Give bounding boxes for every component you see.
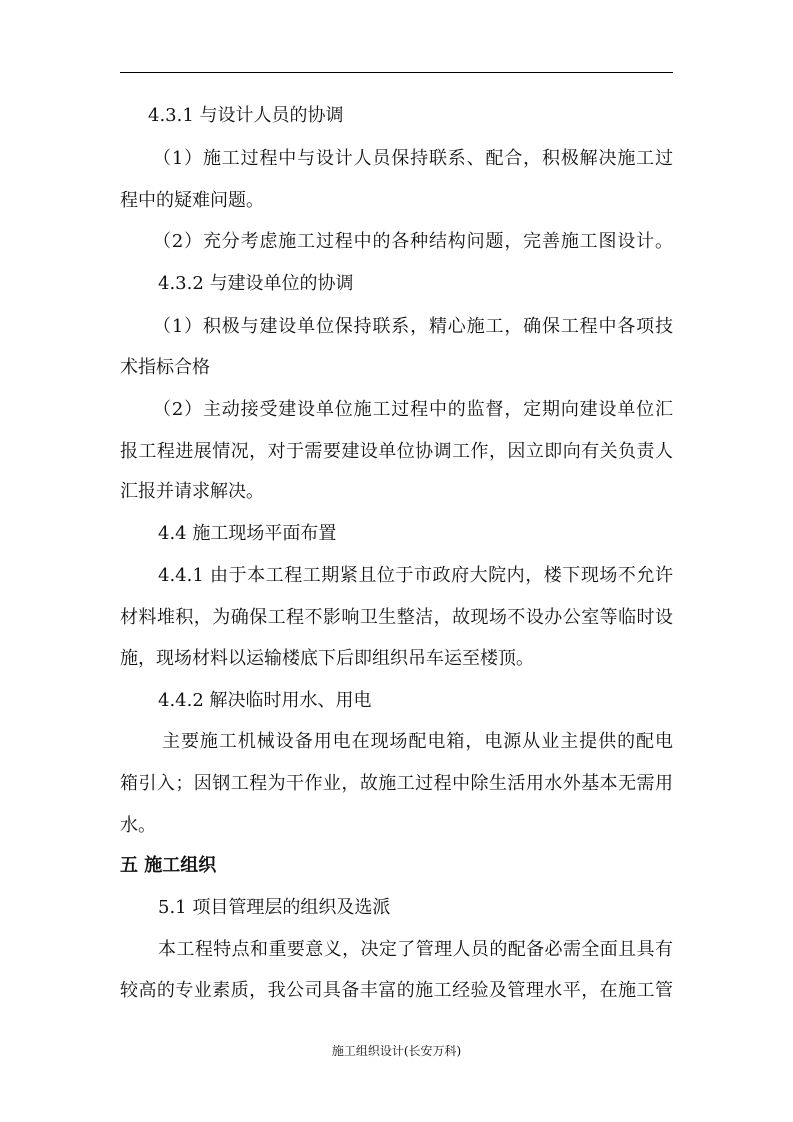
paragraph-line: （2）主动接受建设单位施工过程中的监督，定期向建设单位汇 xyxy=(153,399,673,420)
paragraph-line: 主要施工机械设备用电在现场配电箱，电源从业主提供的配电 xyxy=(162,731,673,752)
paragraph-line: 4.4.1 由于本工程工期紧且位于市政府大院内，楼下现场不允许 xyxy=(158,565,673,586)
paragraph-line: 材料堆积，为确保工程不影响卫生整洁，故现场不设办公室等临时设 xyxy=(120,607,673,628)
paragraph-line: （1）积极与建设单位保持联系，精心施工，确保工程中各项技 xyxy=(153,316,673,337)
heading-4-4: 4.4 施工现场平面布置 xyxy=(158,523,337,544)
paragraph-line: 程中的疑难问题。 xyxy=(120,190,264,211)
paragraph-line: 施，现场材料以运输楼底下后即组织吊车运至楼顶。 xyxy=(120,648,534,669)
paragraph-line: 水。 xyxy=(120,815,156,836)
paragraph-line: 箱引入；因钢工程为干作业，故施工过程中除生活用水外基本无需用 xyxy=(120,773,673,794)
paragraph-line: 本工程特点和重要意义，决定了管理人员的配备必需全面且具有 xyxy=(158,939,673,960)
heading-4-4-2: 4.4.2 解决临时用水、用电 xyxy=(158,690,372,711)
paragraph-line: 术指标合格 xyxy=(120,357,210,378)
paragraph-line: （2）充分考虑施工过程中的各种结构问题，完善施工图设计。 xyxy=(153,231,673,252)
paragraph-line: 较高的专业素质，我公司具备丰富的施工经验及管理水平，在施工管 xyxy=(120,980,673,1001)
paragraph-line: 汇报并请求解决。 xyxy=(120,481,264,502)
heading-4-3-1: 4.3.1 与设计人员的协调 xyxy=(148,105,344,126)
header-rule xyxy=(120,72,673,73)
section-heading-5: 五 施工组织 xyxy=(120,855,217,876)
heading-5-1: 5.1 项目管理层的组织及选派 xyxy=(158,897,391,918)
paragraph-line: （1）施工过程中与设计人员保持联系、配合，积极解决施工过 xyxy=(153,148,673,169)
heading-4-3-2: 4.3.2 与建设单位的协调 xyxy=(158,273,354,294)
page-footer: 施工组织设计(长安万科) xyxy=(331,1044,462,1058)
paragraph-line: 报工程进展情况，对于需要建设单位协调工作，因立即向有关负责人 xyxy=(120,441,673,462)
